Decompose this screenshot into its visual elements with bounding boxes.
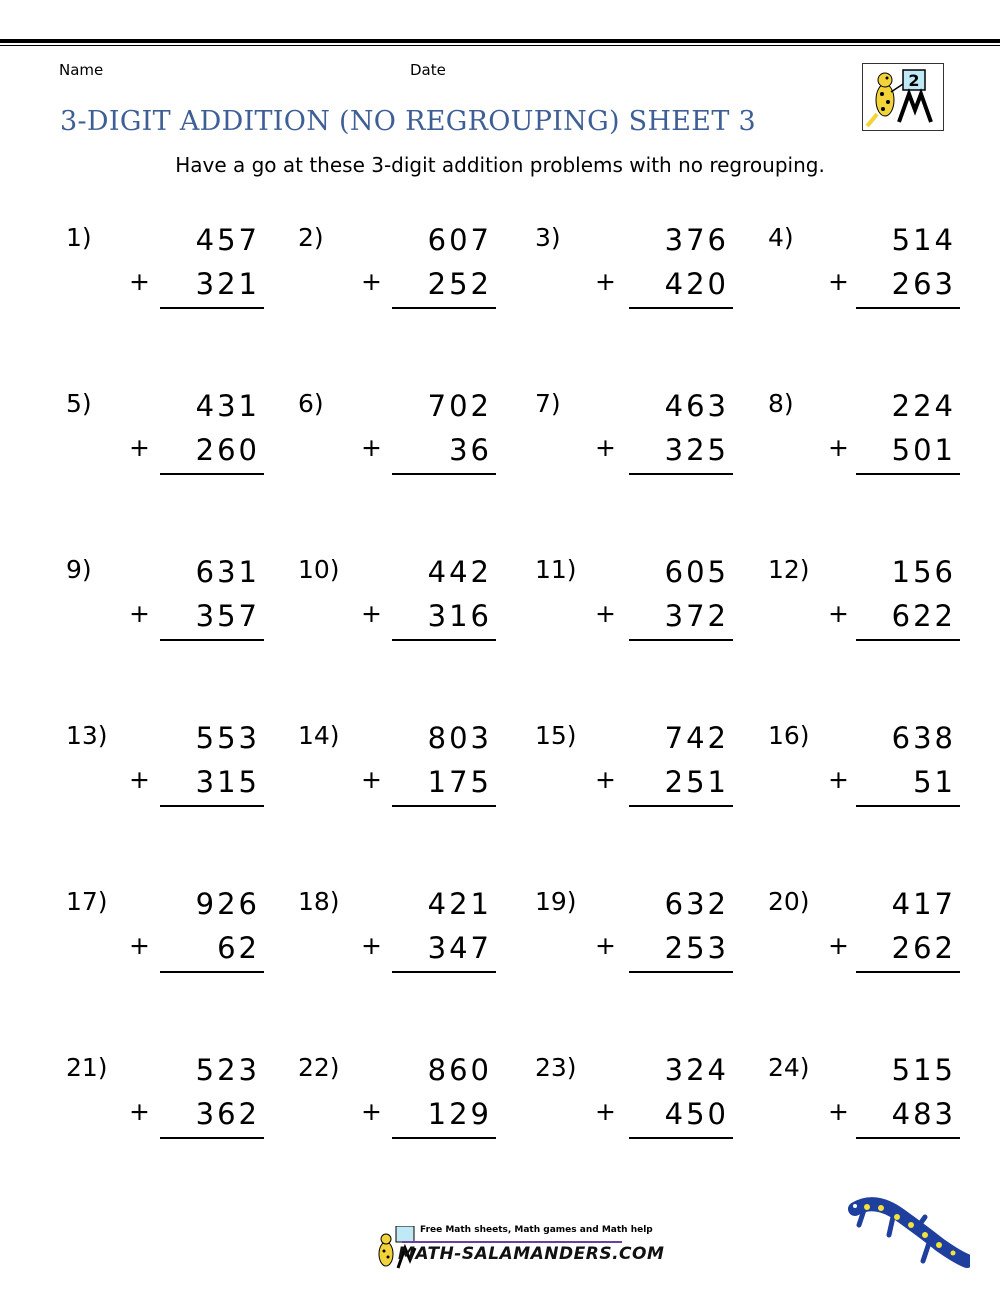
first-addend: 514 <box>891 223 956 257</box>
plus-sign: + <box>129 433 150 462</box>
second-addend: 251 <box>664 765 729 799</box>
plus-sign: + <box>828 433 849 462</box>
problem-16 <box>768 721 960 841</box>
date-label: Date <box>410 61 446 79</box>
answer-line <box>392 805 496 807</box>
plus-sign: + <box>361 765 382 794</box>
problem-number: 2) <box>298 223 324 252</box>
first-addend: 607 <box>427 223 492 257</box>
second-addend: 253 <box>664 931 729 965</box>
top-rule-thin <box>0 45 1000 46</box>
plus-sign: + <box>361 599 382 628</box>
second-addend: 260 <box>195 433 260 467</box>
first-addend: 803 <box>427 721 492 755</box>
name-label: Name <box>59 61 104 79</box>
first-addend: 156 <box>891 555 956 589</box>
plus-sign: + <box>828 765 849 794</box>
second-addend: 362 <box>195 1097 260 1131</box>
first-addend: 631 <box>195 555 260 589</box>
problem-17 <box>66 887 264 1007</box>
problem-10 <box>298 555 496 675</box>
first-addend: 605 <box>664 555 729 589</box>
problem-11 <box>535 555 733 675</box>
problem-number: 1) <box>66 223 92 252</box>
second-addend: 450 <box>664 1097 729 1131</box>
problem-22 <box>298 1053 496 1173</box>
second-addend: 325 <box>664 433 729 467</box>
second-addend: 129 <box>427 1097 492 1131</box>
problem-number: 11) <box>535 555 577 584</box>
problem-24 <box>768 1053 960 1173</box>
first-addend: 702 <box>427 389 492 423</box>
second-addend: 262 <box>891 931 956 965</box>
second-addend: 622 <box>891 599 956 633</box>
problem-number: 7) <box>535 389 561 418</box>
problem-3 <box>535 223 733 343</box>
problem-14 <box>298 721 496 841</box>
first-addend: 523 <box>195 1053 260 1087</box>
second-addend: 36 <box>449 433 492 467</box>
second-addend: 316 <box>427 599 492 633</box>
second-addend: 372 <box>664 599 729 633</box>
plus-sign: + <box>595 599 616 628</box>
problem-9 <box>66 555 264 675</box>
answer-line <box>856 473 960 475</box>
answer-line <box>856 1137 960 1139</box>
problem-number: 3) <box>535 223 561 252</box>
plus-sign: + <box>595 931 616 960</box>
footer-tagline: Free Math sheets, Math games and Math help <box>420 1225 653 1235</box>
problem-number: 5) <box>66 389 92 418</box>
answer-line <box>392 639 496 641</box>
plus-sign: + <box>361 433 382 462</box>
answer-line <box>392 1137 496 1139</box>
answer-line <box>629 639 733 641</box>
second-addend: 263 <box>891 267 956 301</box>
first-addend: 632 <box>664 887 729 921</box>
answer-line <box>856 971 960 973</box>
second-addend: 501 <box>891 433 956 467</box>
second-addend: 175 <box>427 765 492 799</box>
problem-number: 21) <box>66 1053 108 1082</box>
problem-13 <box>66 721 264 841</box>
answer-line <box>392 473 496 475</box>
problem-21 <box>66 1053 264 1173</box>
plus-sign: + <box>361 267 382 296</box>
second-addend: 62 <box>217 931 260 965</box>
plus-sign: + <box>129 599 150 628</box>
answer-line <box>392 971 496 973</box>
problem-12 <box>768 555 960 675</box>
problem-18 <box>298 887 496 1007</box>
worksheet-title: 3-DIGIT ADDITION (NO REGROUPING) SHEET 3 <box>60 106 756 137</box>
footer-divider <box>402 1241 622 1243</box>
plus-sign: + <box>129 765 150 794</box>
answer-line <box>856 307 960 309</box>
first-addend: 324 <box>664 1053 729 1087</box>
answer-line <box>629 1137 733 1139</box>
second-addend: 420 <box>664 267 729 301</box>
plus-sign: + <box>828 267 849 296</box>
plus-sign: + <box>129 267 150 296</box>
answer-line <box>160 1137 264 1139</box>
problem-number: 17) <box>66 887 108 916</box>
answer-line <box>856 639 960 641</box>
problem-15 <box>535 721 733 841</box>
problem-2 <box>298 223 496 343</box>
first-addend: 860 <box>427 1053 492 1087</box>
problem-5 <box>66 389 264 509</box>
second-addend: 315 <box>195 765 260 799</box>
plus-sign: + <box>595 765 616 794</box>
problem-4 <box>768 223 960 343</box>
top-rule <box>0 39 1000 43</box>
answer-line <box>856 805 960 807</box>
problem-number: 6) <box>298 389 324 418</box>
first-addend: 417 <box>891 887 956 921</box>
plus-sign: + <box>828 599 849 628</box>
logo <box>862 63 944 131</box>
problem-number: 14) <box>298 721 340 750</box>
answer-line <box>160 971 264 973</box>
answer-line <box>629 473 733 475</box>
first-addend: 638 <box>891 721 956 755</box>
problem-number: 16) <box>768 721 810 750</box>
second-addend: 51 <box>913 765 956 799</box>
problem-number: 18) <box>298 887 340 916</box>
worksheet-subtitle: Have a go at these 3-digit addition problems with no regrouping. <box>175 153 825 177</box>
logo-level: 2 <box>908 71 920 90</box>
second-addend: 321 <box>195 267 260 301</box>
plus-sign: + <box>361 1097 382 1126</box>
problem-8 <box>768 389 960 509</box>
first-addend: 515 <box>891 1053 956 1087</box>
plus-sign: + <box>129 1097 150 1126</box>
problem-20 <box>768 887 960 1007</box>
problem-number: 20) <box>768 887 810 916</box>
second-addend: 483 <box>891 1097 956 1131</box>
problem-number: 24) <box>768 1053 810 1082</box>
answer-line <box>160 805 264 807</box>
problem-23 <box>535 1053 733 1173</box>
plus-sign: + <box>595 267 616 296</box>
footer-logo <box>372 1222 665 1272</box>
plus-sign: + <box>361 931 382 960</box>
problem-number: 4) <box>768 223 794 252</box>
first-addend: 742 <box>664 721 729 755</box>
problem-number: 23) <box>535 1053 577 1082</box>
problem-19 <box>535 887 733 1007</box>
first-addend: 926 <box>195 887 260 921</box>
problem-number: 9) <box>66 555 92 584</box>
problem-number: 13) <box>66 721 108 750</box>
answer-line <box>392 307 496 309</box>
second-addend: 252 <box>427 267 492 301</box>
first-addend: 553 <box>195 721 260 755</box>
problem-7 <box>535 389 733 509</box>
answer-line <box>629 971 733 973</box>
plus-sign: + <box>129 931 150 960</box>
problem-1 <box>66 223 264 343</box>
first-addend: 463 <box>664 389 729 423</box>
plus-sign: + <box>595 1097 616 1126</box>
answer-line <box>160 473 264 475</box>
answer-line <box>160 639 264 641</box>
footer-site-name: MATH-SALAMANDERS.COM <box>398 1244 665 1264</box>
salamander-icon <box>845 1195 970 1270</box>
problem-number: 10) <box>298 555 340 584</box>
first-addend: 224 <box>891 389 956 423</box>
salamander-teacher-icon <box>863 64 943 130</box>
plus-sign: + <box>595 433 616 462</box>
first-addend: 431 <box>195 389 260 423</box>
answer-line <box>629 805 733 807</box>
second-addend: 357 <box>195 599 260 633</box>
first-addend: 442 <box>427 555 492 589</box>
plus-sign: + <box>828 931 849 960</box>
answer-line <box>160 307 264 309</box>
problem-6 <box>298 389 496 509</box>
problem-number: 12) <box>768 555 810 584</box>
first-addend: 376 <box>664 223 729 257</box>
answer-line <box>629 307 733 309</box>
plus-sign: + <box>828 1097 849 1126</box>
problem-number: 8) <box>768 389 794 418</box>
problem-number: 15) <box>535 721 577 750</box>
problem-number: 22) <box>298 1053 340 1082</box>
problem-number: 19) <box>535 887 577 916</box>
first-addend: 421 <box>427 887 492 921</box>
first-addend: 457 <box>195 223 260 257</box>
second-addend: 347 <box>427 931 492 965</box>
